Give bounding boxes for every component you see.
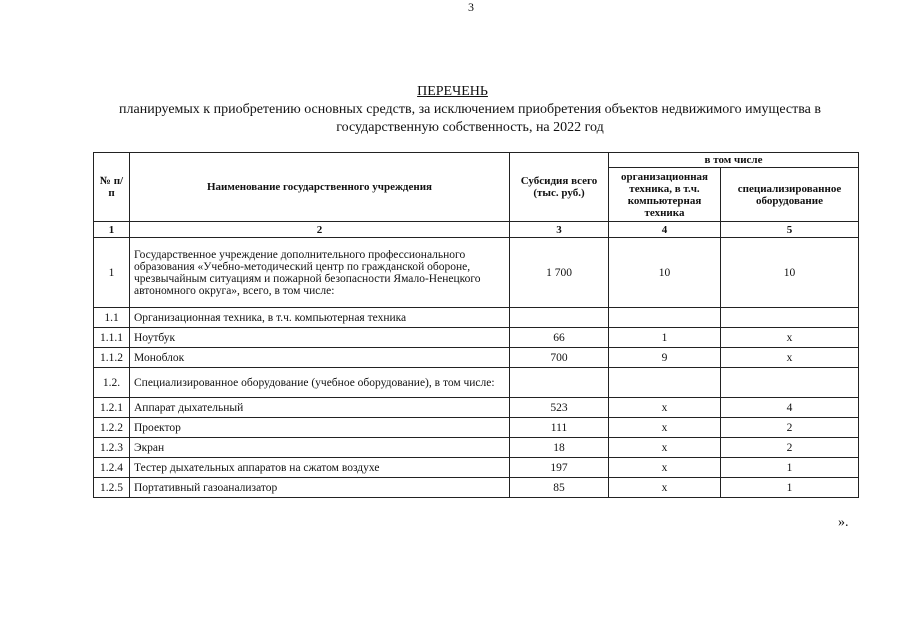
row-name: Ноутбук: [130, 328, 510, 348]
row-name: Специализированное оборудование (учебное оборудование), в том числе:: [130, 368, 510, 398]
row-special: х: [721, 348, 859, 368]
table-row: [94, 238, 859, 308]
row-name: Организационная техника, в т.ч. компьютерная техника: [130, 308, 510, 328]
row-org-tech: х: [609, 478, 721, 498]
header-including: в том числе: [609, 153, 859, 168]
row-name: Моноблок: [130, 348, 510, 368]
row-name: Портативный газоанализатор: [130, 478, 510, 498]
row-org-tech: 10: [609, 238, 721, 308]
row-num: 1.1: [94, 308, 130, 328]
row-num: 1.2.3: [94, 438, 130, 458]
row-org-tech: [609, 368, 721, 398]
row-num: 1.2.1: [94, 398, 130, 418]
row-name: Государственное учреждение дополнительного профессионального образования «Учебно-методический центр по гражданской обороне, чрезвычайным ситуациям и пожарной безопасности Ямало-Ненецкого автономного округа», всего, в том числе:: [130, 238, 510, 308]
row-name: Проектор: [130, 418, 510, 438]
row-subsidy: 523: [510, 398, 609, 418]
row-org-tech: [609, 308, 721, 328]
header-name: Наименование государственного учреждения: [130, 153, 510, 222]
row-special: 4: [721, 398, 859, 418]
row-num: 1.2.5: [94, 478, 130, 498]
column-number: 2: [130, 222, 510, 238]
row-org-tech: 1: [609, 328, 721, 348]
row-subsidy: [510, 308, 609, 328]
row-name: Тестер дыхательных аппаратов на сжатом воздухе: [130, 458, 510, 478]
row-special: х: [721, 328, 859, 348]
row-org-tech: х: [609, 438, 721, 458]
row-org-tech: 9: [609, 348, 721, 368]
row-subsidy: [510, 368, 609, 398]
header-num: № п/п: [94, 153, 130, 222]
row-special: [721, 308, 859, 328]
table-row: [94, 418, 859, 438]
row-num: 1.2.2: [94, 418, 130, 438]
row-subsidy: 85: [510, 478, 609, 498]
assets-table: [93, 152, 859, 498]
document-title: ПЕРЕЧЕНЬ: [417, 84, 488, 99]
row-subsidy: 66: [510, 328, 609, 348]
row-subsidy: 197: [510, 458, 609, 478]
row-num: 1.2.4: [94, 458, 130, 478]
row-num: 1: [94, 238, 130, 308]
row-org-tech: х: [609, 418, 721, 438]
table-row: [94, 328, 859, 348]
column-number: 1: [94, 222, 130, 238]
table-row: [94, 458, 859, 478]
row-special: 2: [721, 418, 859, 438]
row-name: Экран: [130, 438, 510, 458]
row-special: 10: [721, 238, 859, 308]
document-subtitle: планируемых к приобретению основных средств, за исключением приобретения объектов недвижимого имущества в государственную собственность, на 2022 год: [119, 102, 821, 135]
row-special: 1: [721, 478, 859, 498]
header-org-tech: организационная техника, в т.ч. компьютерная техника: [609, 168, 721, 222]
header-special: специализированное оборудование: [721, 168, 859, 222]
column-number: 4: [609, 222, 721, 238]
row-subsidy: 1 700: [510, 238, 609, 308]
row-org-tech: х: [609, 458, 721, 478]
row-subsidy: 18: [510, 438, 609, 458]
table-row: [94, 368, 859, 398]
row-num: 1.1.1: [94, 328, 130, 348]
row-subsidy: 111: [510, 418, 609, 438]
row-special: 2: [721, 438, 859, 458]
table-row: [94, 438, 859, 458]
row-subsidy: 700: [510, 348, 609, 368]
row-org-tech: х: [609, 398, 721, 418]
column-number: 5: [721, 222, 859, 238]
row-special: [721, 368, 859, 398]
header-subsidy: Субсидия всего (тыс. руб.): [510, 153, 609, 222]
table-row: [94, 398, 859, 418]
closing-quote-mark: ».: [838, 515, 849, 530]
row-name: Аппарат дыхательный: [130, 398, 510, 418]
row-special: 1: [721, 458, 859, 478]
page-number: 3: [468, 0, 474, 14]
row-num: 1.2.: [94, 368, 130, 398]
row-num: 1.1.2: [94, 348, 130, 368]
table-row: [94, 348, 859, 368]
table-row: [94, 478, 859, 498]
column-number: 3: [510, 222, 609, 238]
table-row: [94, 308, 859, 328]
